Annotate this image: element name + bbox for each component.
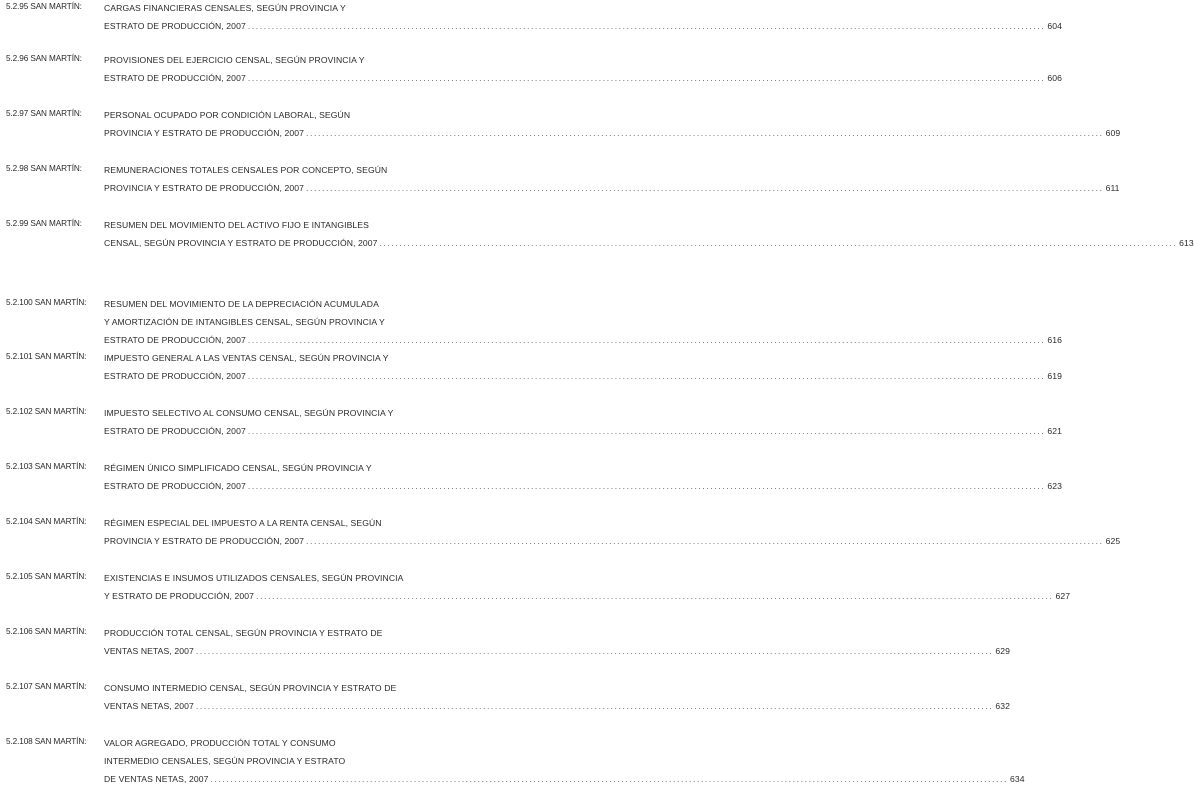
toc-entry-code: 5.2.108 SAN MARTÍN: — [6, 737, 87, 746]
toc-entry-title-line — [104, 480, 1062, 498]
toc-entry-title-line — [104, 237, 1194, 255]
toc-entry-title-text: VALOR AGREGADO, PRODUCCIÓN TOTAL Y CONSUMO — [104, 738, 336, 748]
toc-entry-page-number: 621 — [1047, 426, 1062, 436]
dot-leader: ........................................................................................................................................................................................................ — [306, 536, 1104, 546]
toc-entry-title — [104, 164, 1120, 200]
toc-entry-page-number: 632 — [995, 701, 1011, 711]
toc-entry-title-text: Y ESTRATO DE PRODUCCIÓN, 2007 — [104, 591, 254, 601]
toc-entry-title — [104, 682, 1011, 718]
toc-entry-title-line — [104, 334, 1062, 352]
toc-entry-title-text: RÉGIMEN ÚNICO SIMPLIFICADO CENSAL, SEGÚN PROVINCIA Y — [104, 463, 372, 473]
toc-entry-title-text: PROVINCIA Y ESTRATO DE PRODUCCIÓN, 2007 — [104, 183, 305, 193]
toc-entry-title-text: PRODUCCIÓN TOTAL CENSAL, SEGÚN PROVINCIA Y ESTRATO DE — [104, 628, 383, 638]
toc-entry-code: 5.2.106 SAN MARTÍN: — [6, 627, 87, 636]
toc-entry-title-line — [104, 219, 449, 237]
toc-entry-page-number: 627 — [1055, 591, 1071, 601]
toc-entry-title-line — [104, 370, 1062, 388]
toc-entry-title-line — [104, 462, 449, 480]
toc-entry-code: 5.2.99 SAN MARTÍN: — [6, 219, 82, 228]
toc-entry-title-line — [104, 627, 449, 645]
toc-entry-title-text: RÉGIMEN ESPECIAL DEL IMPUESTO A LA RENTA CENSAL, SEGÚN — [104, 518, 382, 528]
toc-entry-page-number: 616 — [1047, 335, 1062, 345]
toc-entry-title-text: IMPUESTO GENERAL A LAS VENTAS CENSAL, SEGÚN PROVINCIA Y — [104, 353, 389, 363]
toc-entry-code: 5.2.107 SAN MARTÍN: — [6, 682, 87, 691]
toc-entry-page-number: 611 — [1105, 183, 1120, 193]
toc-entry-page-number: 619 — [1047, 371, 1062, 381]
dot-leader: ........................................................................................................................................................................................................ — [210, 774, 1008, 784]
toc-entry-title-line — [104, 737, 449, 755]
dot-leader: ........................................................................................................................................................................................................ — [306, 128, 1104, 138]
toc-entry-code: 5.2.105 SAN MARTÍN: — [6, 572, 87, 581]
toc-entry-title-line — [104, 682, 449, 700]
toc-entry-title — [104, 737, 1025, 791]
toc-entry-title-text: ESTRATO DE PRODUCCIÓN, 2007 — [104, 481, 246, 491]
toc-entry-title-text: ESTRATO DE PRODUCCIÓN, 2007 — [104, 426, 246, 436]
toc-entry-title — [104, 352, 1062, 388]
toc-entry-title-text: PROVINCIA Y ESTRATO DE PRODUCCIÓN, 2007 — [104, 128, 305, 138]
dot-leader: ........................................................................................................................................................................................................ — [247, 481, 1046, 491]
toc-entry-page-number: 613 — [1179, 238, 1194, 248]
toc-entry-page-number: 629 — [995, 646, 1011, 656]
toc-entry-title-line — [104, 164, 449, 182]
toc-entry-title-line — [104, 425, 1062, 443]
toc-entry-title — [104, 627, 1011, 663]
toc-entry-code: 5.2.103 SAN MARTÍN: — [6, 462, 87, 471]
toc-entry-title-text: ESTRATO DE PRODUCCIÓN, 2007 — [104, 335, 246, 345]
toc-entry-title-line — [104, 700, 1011, 718]
toc-entry-title-line — [104, 127, 1121, 145]
toc-entry-title-line — [104, 352, 449, 370]
dot-leader: ........................................................................................................................................................................................................ — [256, 591, 1054, 601]
toc-entry-title-text: PROVISIONES DEL EJERCICIO CENSAL, SEGÚN PROVINCIA Y — [104, 55, 365, 65]
toc-entry-page-number: 604 — [1047, 21, 1062, 31]
toc-entry-title-line — [104, 54, 449, 72]
toc-entry-title — [104, 462, 1062, 498]
toc-entry-title-text: Y AMORTIZACIÓN DE INTANGIBLES CENSAL, SEGÚN PROVINCIA Y — [104, 317, 385, 327]
toc-entry-title — [104, 2, 1062, 38]
toc-entry-title-text: ESTRATO DE PRODUCCIÓN, 2007 — [104, 371, 246, 381]
toc-entry-title-text: RESUMEN DEL MOVIMIENTO DEL ACTIVO FIJO E INTANGIBLES — [104, 220, 369, 230]
toc-entry-title-text: REMUNERACIONES TOTALES CENSALES POR CONCEPTO, SEGÚN — [104, 165, 388, 175]
toc-entry-code: 5.2.97 SAN MARTÍN: — [6, 109, 82, 118]
toc-entry-page-number: 623 — [1047, 481, 1062, 491]
toc-entry-title-line — [104, 407, 449, 425]
toc-entry-title — [104, 54, 1062, 90]
toc-entry-page-number: 606 — [1047, 73, 1062, 83]
toc-entry-title-text: CARGAS FINANCIERAS CENSALES, SEGÚN PROVINCIA Y — [104, 3, 346, 13]
toc-entry-title-line — [104, 773, 1025, 791]
toc-entry-title-text: ESTRATO DE PRODUCCIÓN, 2007 — [104, 73, 246, 83]
dot-leader: ........................................................................................................................................................................................................ — [247, 73, 1046, 83]
toc-entry-title — [104, 219, 1194, 255]
toc-entry-title-text: CENSAL, SEGÚN PROVINCIA Y ESTRATO DE PRODUCCIÓN, 2007 — [104, 238, 378, 248]
toc-entry-code: 5.2.102 SAN MARTÍN: — [6, 407, 87, 416]
toc-entry-code: 5.2.101 SAN MARTÍN: — [6, 352, 87, 361]
toc-entry-title-text: CONSUMO INTERMEDIO CENSAL, SEGÚN PROVINCIA Y ESTRATO DE — [104, 683, 397, 693]
toc-entry-title-line — [104, 535, 1121, 553]
toc-entry-title-text: RESUMEN DEL MOVIMIENTO DE LA DEPRECIACIÓN ACUMULADA — [104, 299, 379, 309]
toc-entry-title-line — [104, 316, 449, 334]
toc-entry-page-number: 609 — [1105, 128, 1121, 138]
toc-entry-title-line — [104, 755, 449, 773]
toc-entry-title — [104, 298, 1062, 352]
toc-entry-code: 5.2.100 SAN MARTÍN: — [6, 298, 87, 307]
toc-entry-title-text: EXISTENCIAS E INSUMOS UTILIZADOS CENSALES, SEGÚN PROVINCIA — [104, 573, 404, 583]
toc-entry-title-text: VENTAS NETAS, 2007 — [104, 701, 194, 711]
toc-entry-title — [104, 517, 1121, 553]
toc-entry-title-text: PERSONAL OCUPADO POR CONDICIÓN LABORAL, SEGÚN — [104, 110, 351, 120]
toc-entry-title-line — [104, 572, 449, 590]
toc-entry-title-line — [104, 109, 449, 127]
toc-entry-title-text: DE VENTAS NETAS, 2007 — [104, 774, 209, 784]
toc-entry-title-text: PROVINCIA Y ESTRATO DE PRODUCCIÓN, 2007 — [104, 536, 305, 546]
toc-entry-page-number: 634 — [1010, 774, 1025, 784]
toc-entry-title-line — [104, 182, 1120, 200]
toc-entry-title-line — [104, 645, 1011, 663]
toc-entry-title-line — [104, 298, 449, 316]
toc-entry-title-text: INTERMEDIO CENSALES, SEGÚN PROVINCIA Y ESTRATO — [104, 756, 346, 766]
toc-entry-title — [104, 407, 1062, 443]
dot-leader: ........................................................................................................................................................................................................ — [247, 335, 1046, 345]
dot-leader: ........................................................................................................................................................................................................ — [247, 371, 1046, 381]
toc-entry-title-line — [104, 517, 449, 535]
toc-entry-title-line — [104, 72, 1062, 90]
toc-entry-code: 5.2.95 SAN MARTÍN: — [6, 2, 82, 11]
toc-entry-title — [104, 109, 1121, 145]
toc-entry-title-line — [104, 20, 1062, 38]
toc-entry-title-text: VENTAS NETAS, 2007 — [104, 646, 194, 656]
toc-entry-title — [104, 572, 1071, 608]
toc-entry-title-text: ESTRATO DE PRODUCCIÓN, 2007 — [104, 21, 246, 31]
toc-entry-code: 5.2.96 SAN MARTÍN: — [6, 54, 82, 63]
dot-leader: ........................................................................................................................................................................................................ — [306, 183, 1104, 193]
dot-leader: ........................................................................................................................................................................................................ — [195, 701, 994, 711]
toc-entry-title-line — [104, 2, 449, 20]
toc-entry-page-number: 625 — [1105, 536, 1121, 546]
toc-entry-code: 5.2.98 SAN MARTÍN: — [6, 164, 82, 173]
toc-entry-title-text: IMPUESTO SELECTIVO AL CONSUMO CENSAL, SEGÚN PROVINCIA Y — [104, 408, 394, 418]
dot-leader: ........................................................................................................................................................................................................ — [247, 426, 1046, 436]
dot-leader: ........................................................................................................................................................................................................ — [379, 238, 1178, 248]
toc-entry-title-line — [104, 590, 1071, 608]
dot-leader: ........................................................................................................................................................................................................ — [247, 21, 1046, 31]
dot-leader: ........................................................................................................................................................................................................ — [195, 646, 994, 656]
toc-entry-code: 5.2.104 SAN MARTÍN: — [6, 517, 87, 526]
